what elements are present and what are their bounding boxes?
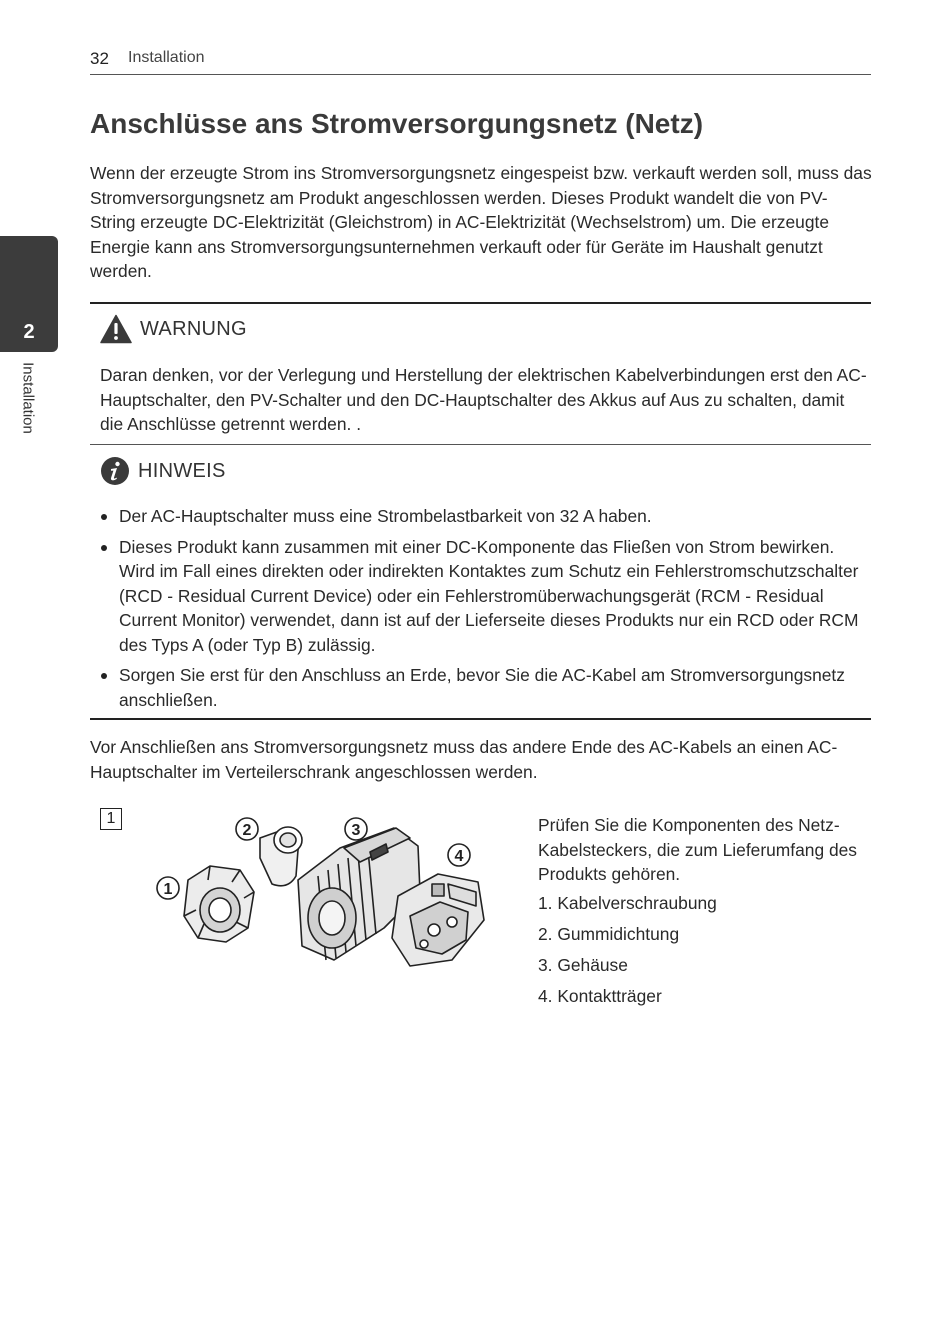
warning-icon: [100, 314, 132, 344]
note-list: [100, 504, 870, 718]
warning-header: [100, 314, 247, 344]
connection-paragraph: Vor Anschließen ans Stromversorgungsnetz muss das andere Ende des AC-Kabels an einen AC-Hauptschalter im Verteilerschrank angeschlossen werden.: [90, 737, 838, 782]
part-item: 2. Gummidichtung: [538, 924, 680, 944]
callout-number: 4: [454, 848, 464, 865]
note-item: Dieses Produkt kann zusammen mit einer DC-Komponente das Fließen von Strom bewirken. Wird im Fall eines direkten oder indirekten Kontaktes zum Schutz ein Fehlerstromschutzschalter (RCD - Residual Current Device) oder ein Fehlerstromüberwachungsgerät (RCM - Residual Current Monitor) verwendet, dann ist auf der Lieferseite dieses Produkts nur ein RCD oder RCM des Typs A (oder Typ B) zulässig.: [100, 535, 870, 658]
parts-list: [538, 891, 717, 1015]
page-number: 32: [90, 49, 109, 68]
note-title: HINWEIS: [138, 459, 226, 482]
rubber-seal-drawing: [260, 827, 302, 886]
intro-paragraph: Wenn der erzeugte Strom ins Stromversorgungsnetz eingespeist bzw. verkauft werden soll, muss das Stromversorgungsnetz am Produkt angeschlossen werden. Dieses Produkt wandelt die von PV-String erzeugte DC-Elektrizität (Gleichstrom) in AC-Elektrizität (Wechselstrom) um. Die erzeugte Energie kann ans Stromversorgungsunternehmen verkauft oder für Geräte im Haushalt genutzt werden.: [90, 163, 872, 281]
warning-bottom-rule: [90, 444, 871, 445]
callout-number: 3: [351, 822, 361, 839]
cable-gland-drawing: [184, 866, 254, 942]
callout-number: 1: [163, 881, 173, 898]
page-title: Anschlüsse ans Stromversorgungsnetz (Netz): [90, 108, 704, 139]
part-item: 3. Gehäuse: [538, 955, 628, 975]
part-item: 1. Kabelverschraubung: [538, 893, 717, 913]
warning-text: Daran denken, vor der Verlegung und Herstellung der elektrischen Kabelverbindungen erst den AC-Hauptschalter, den PV-Schalter und den DC-Hauptschalter des Akkus auf Aus zu schalten, damit die Anschlüsse getrennt werden. .: [100, 365, 867, 434]
chapter-label: Installation: [19, 362, 37, 434]
note-item: Der AC-Hauptschalter muss eine Strombelastbarkeit von 32 A haben.: [100, 504, 870, 529]
note-bottom-rule: [90, 718, 871, 720]
note-header: [100, 456, 226, 486]
step-number-box: 1: [100, 808, 122, 830]
step-instruction: Prüfen Sie die Komponenten des Netz-Kabelsteckers, die zum Lieferumfang des Produkts gehören.: [538, 815, 857, 884]
chapter-number: 2: [23, 321, 35, 343]
chapter-tab: [0, 236, 58, 352]
part-item: 4. Kontaktträger: [538, 986, 662, 1006]
page-header: [90, 46, 871, 75]
note-item: Sorgen Sie erst für den Anschluss an Erde, bevor Sie die AC-Kabel am Stromversorgungsnetz anschließen.: [100, 663, 870, 712]
connector-parts-illustration: [148, 810, 488, 980]
header-section-title: Installation: [128, 49, 205, 66]
callout-number: 2: [242, 822, 252, 839]
warning-top-rule: [90, 302, 871, 304]
warning-title: WARNUNG: [140, 317, 247, 340]
info-icon: [100, 456, 130, 486]
